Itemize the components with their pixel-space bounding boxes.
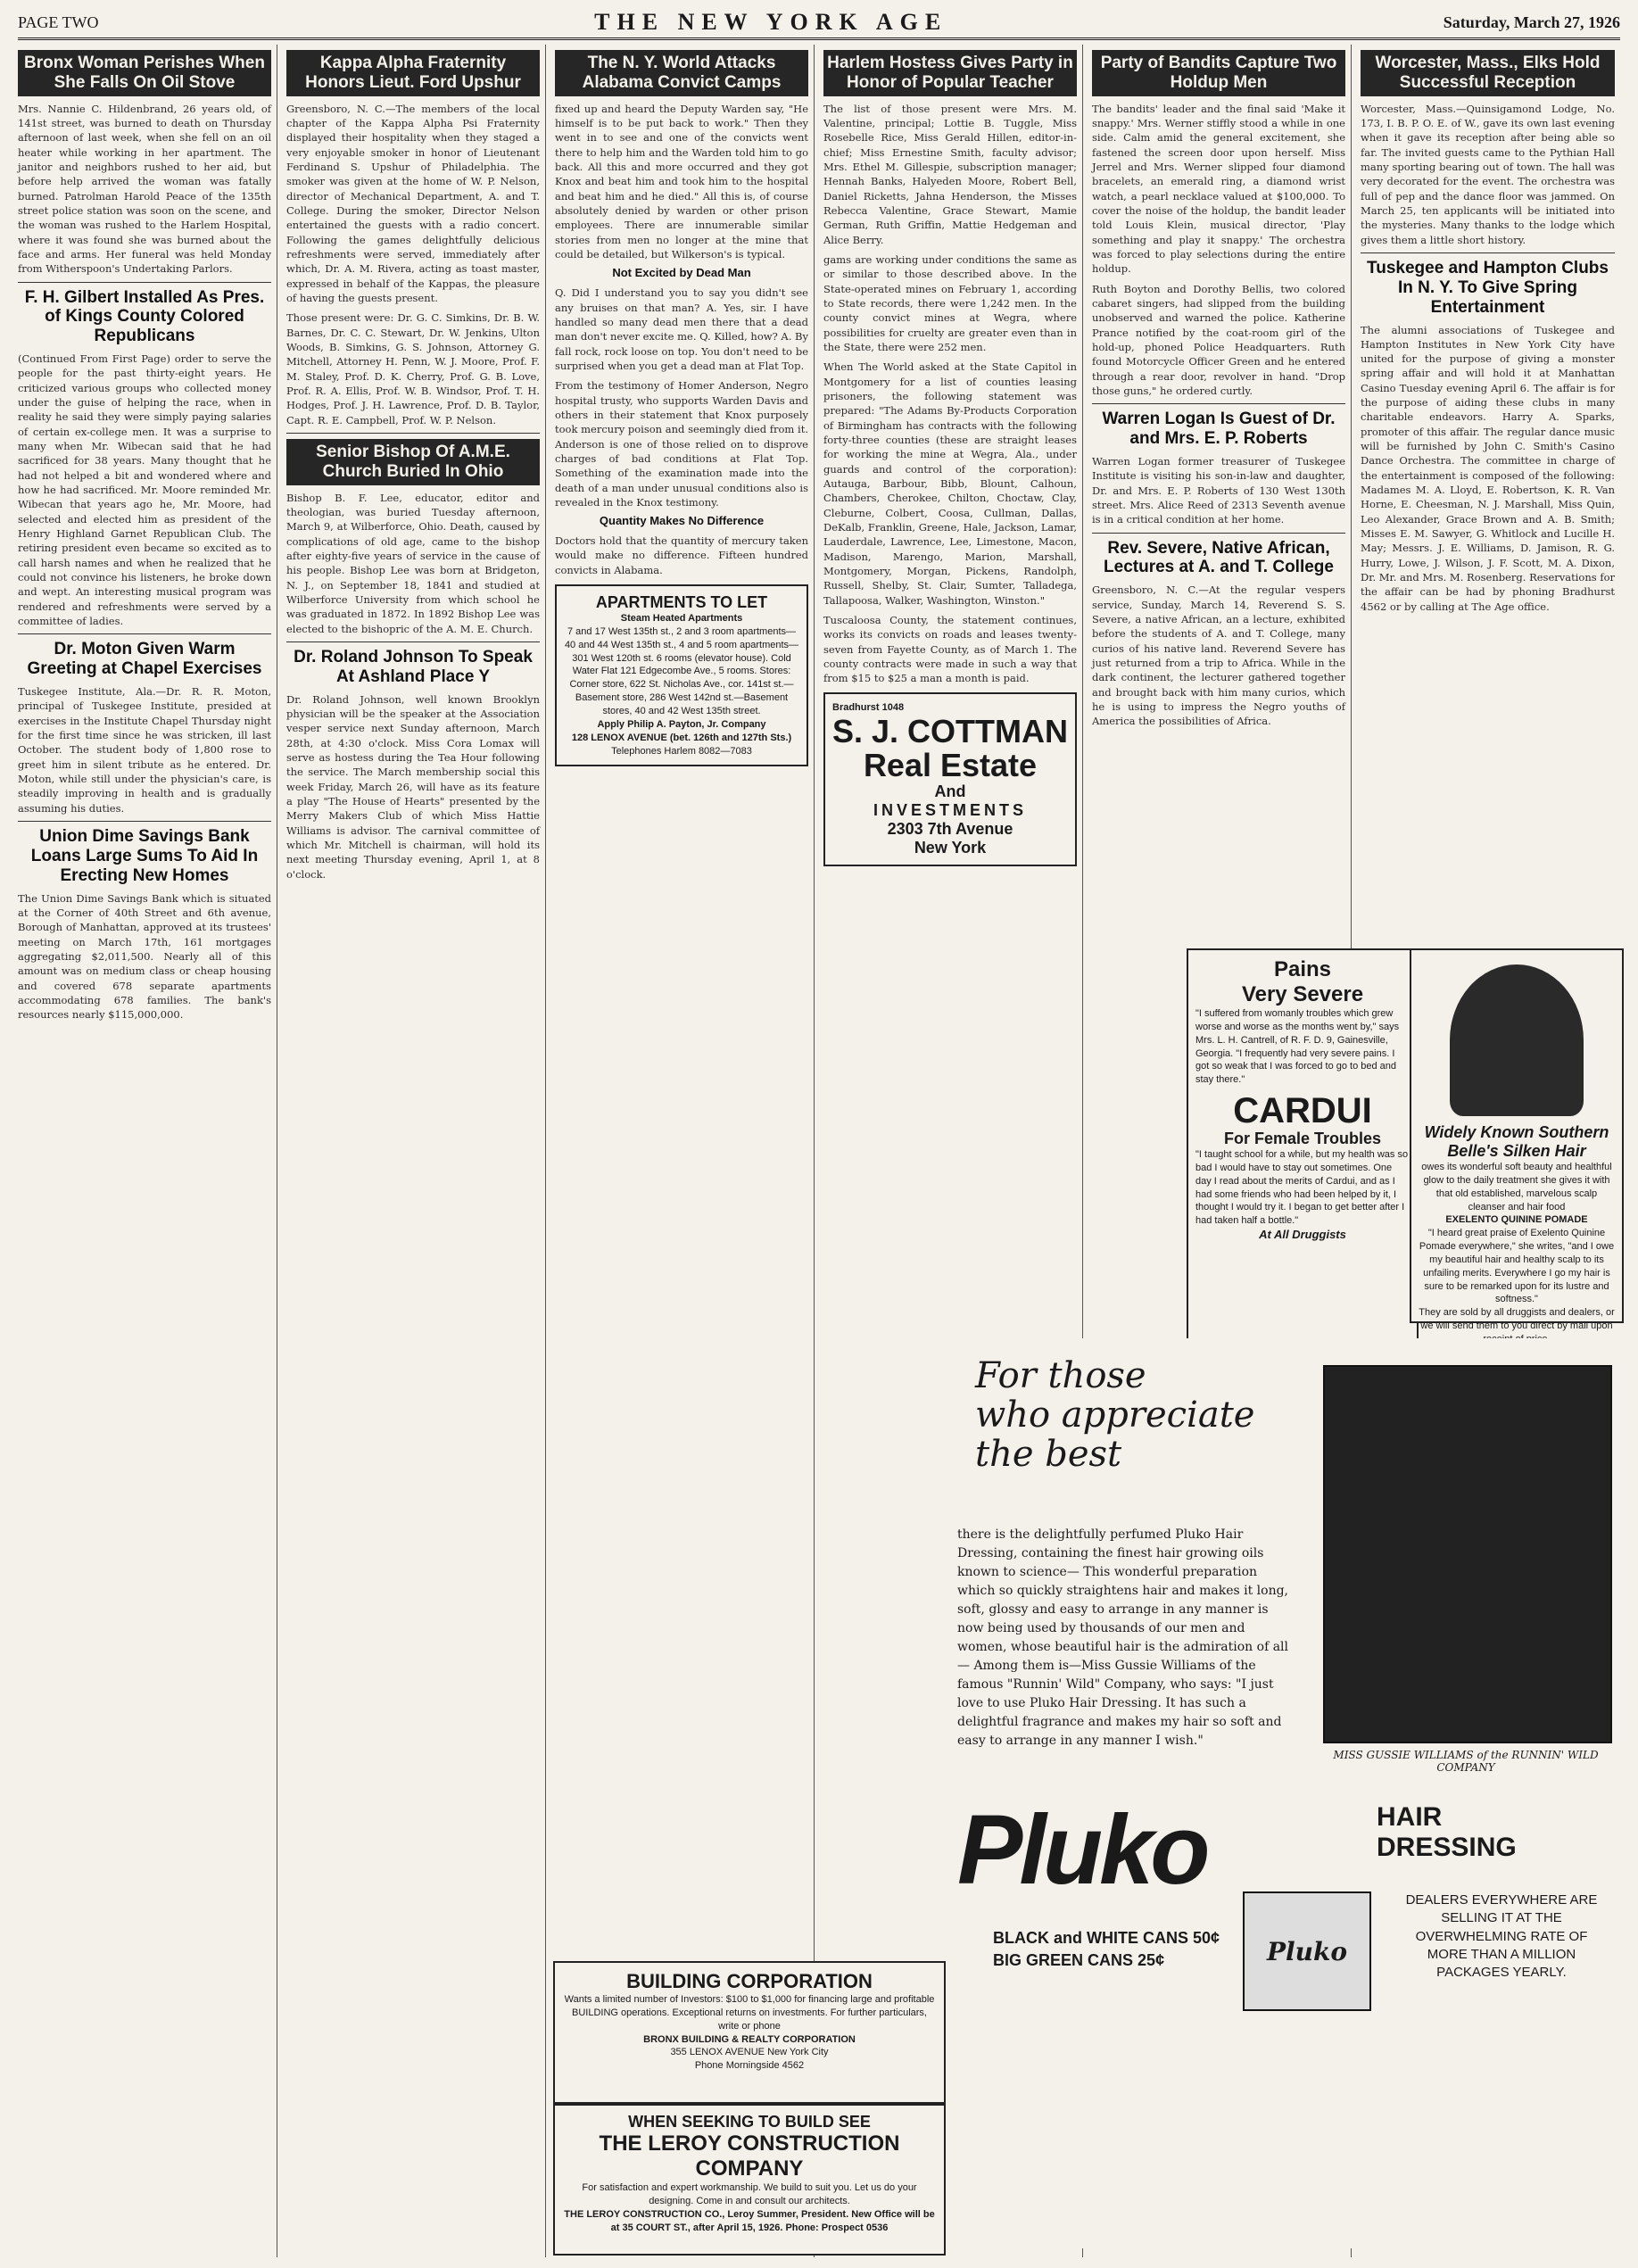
article-subhead: Not Excited by Dead Man: [612, 266, 751, 280]
article-body: The alumni associations of Tuskegee and Hampton Institutes in New York City have united for the purpose of giving a monster spring affair and will hold it at Manhattan Casino Tuesday evening April 6. The affair is for the purpose of aiding these clubs in many charitable endeavors. Harry A. Sparks, promoter of this affair. The regular dance music will be furnished by John C. Smith's Casino Dance Orchestra. The committee in charge of the entertainment is composed of the following: Madames M. A. Lloyd, E. Robertson, K. R. Van Horne, E. Cheesman, N. J. Marshall, Miss Quin, Leo Alexander, Grace Brown and A. B. Smith; Misses E. M. Sawyer, G. Whitlock and Lucille H. May; Messrs. J. E. Williams, D. Jamison, R. G. Hurry, Lowe, J. Wilson, J. F. Scott, M. A. Dixon, Dr. Mr. and Mrs. M. Rosenberg. Reservations for the affair can be had by phoning Bradhurst 4562 or by calling at The Age office.: [1361, 323, 1615, 613]
cottman-ad: [823, 692, 1077, 865]
article-headline: Rev. Severe, Native African, Lectures at A. and T. College: [1104, 538, 1334, 577]
ad-brand: EXELENTO QUININE POMADE: [1445, 1214, 1588, 1226]
article-body: Worcester, Mass.—Quinsigamond Lodge, No. 173, I. B. P. O. E. of W., gave its own last evening when it gave its reception after being able so far. The invited guests came to the Pythian Hall many sporting bearing out of town. The hall was very decorated for the event. The orchestra was full of pep and the dance floor was jammed. On March 25, ten applicants will be initiated into the mysteries. Many thanks to the lodge which gives them a little short history.: [1361, 102, 1615, 246]
ad-tagline: [975, 1356, 1254, 1474]
dressing-word: DRESSING: [1377, 1833, 1517, 1862]
ad-text: owes its wonderful soft beauty and healthful glow to the daily treatment she gives it with that old established, marvelous scalp cleanser and hair food: [1421, 1162, 1612, 1213]
building-corp-ad: [553, 1961, 946, 2104]
ad-phone: Telephones Harlem 8082—7083: [611, 745, 752, 757]
article-headline: Kappa Alpha Fraternity Honors Lieut. Ford Upshur: [286, 50, 540, 96]
masthead: [18, 7, 1620, 40]
article-body: The bandits' leader and the final said 'Make it snappy.' Mrs. Werner stiffly stood a while in one side. Calm amid the general excitement, she fastened the screen door upon herself. Miss Jerrel and Mrs. Werner slipped four diamond bracelets, an emerald ring, a diamond wrist watch, a pearl necklace valued at $100,000. To cover the noise of the holdup, the bandit leader told Louis Klein, musical director, 'Play something and play it snappy.' The orchestra was forced to play selections during the entire holdup.: [1092, 102, 1345, 276]
article-headline: Warren Logan Is Guest of Dr. and Mrs. E. P. Roberts: [1102, 410, 1336, 449]
ad-address: 128 LENOX AVENUE (bet. 126th and 127th Sts.): [571, 732, 792, 743]
divider: [286, 641, 540, 642]
apartments-ad: [555, 584, 808, 766]
ad-footer: THE LEROY CONSTRUCTION CO., Leroy Summer, President. New Office will be at 35 COURT ST., after April 15, 1926. Phone: Prospect 0536: [564, 2208, 935, 2233]
article-subhead: Quantity Makes No Difference: [599, 514, 765, 528]
price-value: 50¢: [1193, 1929, 1220, 1947]
ad-investments: INVESTMENTS: [873, 800, 1027, 819]
article-body: gams are working under conditions the same as or similar to those described above. In the State-operated mines on February 1, according to State records, there were 1,242 men. In the county convict mines at Wegra, where possibilities for cruelty are greater even than in the State, there were 252 men.: [823, 252, 1077, 353]
ad-copy: there is the delightfully perfumed Pluko Hair Dressing, containing the finest hair growing oils known to science— This wonderful preparation which so quickly straightens hair and makes it long, soft, glossy and easy to arrange in any manner is now being used by thousands of our men and women, whose beautiful hair is the admiration of all— Among them is—Miss Gussie Williams of the famous "Runnin' Wild" Company, who says: "I just love to use Pluko Hair Dressing. It has such a delightful fragrance and makes my hair so soft and easy to arrange in any manner I wish.": [957, 1527, 1289, 1748]
ad-phone: Phone Morningside 4562: [694, 2060, 805, 2072]
article-headline: Senior Bishop Of A.M.E. Church Buried In Ohio: [286, 439, 540, 485]
ad-brand: CARDUI: [1233, 1091, 1372, 1131]
hair-word: HAIR: [1377, 1802, 1443, 1832]
article-body: Bishop B. F. Lee, educator, editor and theologian, was buried Tuesday afternoon, March 9, at Wilberforce, Ohio. Death, caused by complications of old age, came to the bishop after eighty-five years of service in the cause of his people. Bishop Lee was born at Bridgeton, N. J., on September 18, 1841 and studied at Wilberforce University from which school he was graduated in 1872. In 1892 Bishop Lee was elected to the bishopric of the A. M. E. Church.: [286, 491, 540, 635]
article-body: Those present were: Dr. G. C. Simkins, Dr. B. W. Barnes, Dr. C. C. Stewart, Dr. W. Jenkins, Ulton Woods, B. Simkins, G. S. Johnson, Attorney G. Mitchell, Attorney H. Penn, W. J. Moore, Prof. F. M. Staley, Prof. D. K. Cherry, Prof. G. B. Love, Prof. R. A. Ellis, Prof. W. B. Windsor, Prof. T. H. Hodges, Prof. J. H. Lawrence, Prof. D. B. Taylor, Capt. R. E. Campbell, Prof. W. P. Nelson.: [286, 311, 540, 426]
ad-name: S. J. COTTMAN: [832, 713, 1069, 750]
divider: [1092, 403, 1345, 404]
ad-headline: Widely Known Southern Belle's Silken Hair: [1424, 1123, 1609, 1160]
ad-apply: Apply Philip A. Payton, Jr. Company: [597, 718, 766, 730]
pluko-ad: [957, 1338, 1617, 2248]
article-headline: Tuskegee and Hampton Clubs In N. Y. To Give Spring Entertainment: [1367, 258, 1609, 317]
tagline-line: For those: [975, 1355, 1146, 1396]
price-label: BIG GREEN CANS: [993, 1951, 1134, 1970]
ad-subtitle: For Female Troubles: [1223, 1130, 1382, 1148]
ad-phone: Bradhurst 1048: [832, 702, 905, 714]
leroy-ad: [553, 2104, 946, 2256]
ad-city: New York: [914, 838, 987, 857]
article-body: Doctors hold that the quantity of mercury taken would make no difference. Fifteen hundred convicts in Alabama.: [555, 534, 808, 576]
article-body: Ruth Boyton and Dorothy Bellis, two colored cabaret singers, had slipped from the building unobserved and warned the police. Katherine Prance notified by the coat-room girl of the hold-up, phoned Police Headquarters. Ruth found Motorcycle Officer Green and he entered through a rear door, revolver in hand. "Drop those guns," he ordered curtly.: [1092, 282, 1345, 397]
ad-title: BUILDING CORPORATION: [626, 1970, 873, 1992]
article-body: Q. Did I understand you to say you didn't see any bruises on that man? A. Yes, sir. I have handled so many dead men there that a dead man don't never excite me. Q. Killed, how? A. By fall rock, rock loose on top. You don't need to be surprised when you get a dead man at Flat Top.: [555, 286, 808, 372]
article-headline: F. H. Gilbert Installed As Pres. of Kings County Colored Republicans: [24, 287, 265, 346]
ad-prices: [993, 1927, 1220, 1972]
ad-text: Wants a limited number of Investors: $100 to $1,000 for financing large and profitable BUILDING operations. Exceptional returns on investments. For further particulars, write or phone: [564, 1994, 935, 2032]
ad-title: APARTMENTS TO LET: [595, 593, 768, 612]
pluko-logo: Pluko: [957, 1795, 1207, 1905]
article-headline: Harlem Hostess Gives Party in Honor of Popular Teacher: [823, 50, 1077, 96]
article-body: (Continued From First Page) order to serve the people for the past thirty-eight years. He criticized various groups who collected money under the guise of helping the race, when in reality he said they were simply paying salaries of certain ex-college men. It was a surprise to many when Mr. Wibecan said that he had sacrificed for 38 years. Many thought that he had not helped a bit and wondered where and how he had sacrificed. Mr. Moore reminded Mr. Wibecan that years ago he, Mr. Moore, had selected and elected him as president of the Henry Highland Garnet Republican Club. The retiring president even became so excited as to call harsh names and when he realized that he could not convince his listeners, he broke down and wept. An interesting musical program was rendered and refreshments were served by a committee of ladies.: [18, 352, 271, 628]
ad-address: 355 LENOX AVENUE New York City: [670, 2047, 829, 2058]
article-headline: Union Dime Savings Bank Loans Large Sums To Aid In Erecting New Homes: [30, 827, 259, 885]
ad-subtitle: Steam Heated Apartments: [620, 613, 743, 625]
ad-text: For satisfaction and expert workmanship. We build to suit you. Let us do your designing. Come in and consult our architects.: [582, 2182, 917, 2206]
column-3: [555, 45, 815, 2257]
article-body: The list of those present were Mrs. M. Valentine, principal; Lottie B. Tuggle, Miss Rosebelle Rice, Miss Gerald Hillen, editor-in-chief; Miss Ernestine Smith, faculty advisor; Mrs. Ethel M. Gillespie, subscription manager; Hennah Banks, Halyeden Moore, Robert Bell, Daniel Ricketts, Jahna Henderson, the Misses Rebecca Valentine, Grace Stewart, Mamie German, Ruth Griffin, Mattie Hedgeman and Alice Berry.: [823, 102, 1077, 246]
article-body: When The World asked at the State Capitol in Montgomery for a list of counties leasing prisoners, the following statement was prepared: "The Adams By-Products Corporation of Birmingham has contracts with the following forty-three counties (these are straight leases for working the mine at Wegra, Ala., under guards and control of the corporation): Autauga, Barbour, Bibb, Blount, Calhoun, Chambers, Cherokee, Chilton, Choctaw, Clay, Cleburne, Colbert, Coosa, Cullman, Dallas, DeKalb, Franklin, Greene, Hale, Jackson, Lamar, Lauderdale, Lawrence, Lee, Limestone, Macon, Madison, Marengo, Marion, Marshall, Montgomery, Morgan, Pickens, Randolph, Russell, Shelby, St. Clair, Sumter, Talladega, Tallapoosa, Walker, Washington, Winston.": [823, 360, 1077, 607]
ad-name: BRONX BUILDING & REALTY CORPORATION: [643, 2033, 856, 2045]
ad-footer: At All Druggists: [1259, 1228, 1346, 1242]
article-body: Greensboro, N. C.—The members of the local chapter of the Kappa Alpha Psi Fraternity displayed their hospitality when they staged a very enjoyable smoker in honor of Lieutenant Ferdinand S. Upshur of Philadelphia. The smoker was given at the home of W. P. Nelson, director of Mechanical Department, A. and T. College. During the smoker, Director Nelson entertained the guests with a radio concert. Following the games delightfully delicious refreshments were served, immediately after which, Dr. A. M. Rivera, acting as toast master, expressed in behalf of the Kappas, the pleasure of having the guests present.: [286, 102, 540, 304]
divider: [1092, 533, 1345, 534]
model-photo: [1323, 1365, 1612, 1743]
ad-headline: Pains: [1273, 957, 1332, 981]
photo-caption: MISS GUSSIE WILLIAMS of the RUNNIN' WILD COMPANY: [1333, 1749, 1599, 1774]
article-headline: Bronx Woman Perishes When She Falls On Oil Stove: [18, 50, 271, 96]
issue-date: Saturday, March 27, 1926: [1443, 12, 1620, 31]
ad-text: 7 and 17 West 135th st., 2 and 3 room apartments—40 and 44 West 135th st., 4 and 5 room apartments—301 West 120th st. 6 rooms (elevator house). Cold Water Flat 121 Edgecombe Ave., 5 rooms. Stores: Corner store, 622 St. Nicholas Ave., cor. 141st st.—Basement store, 286 West 142nd st.—Basement stores, 40 and 42 West 135th street.: [564, 625, 799, 716]
article-body: Dr. Roland Johnson, well known Brooklyn physician will be the speaker at the Association vesper service next Sunday afternoon, March 28th, at 4:30 o'clock. Miss Cora Lomax will serve as hostess during the Tea Hour following the service. The March membership social this week Friday, March 26, will have as its feature a play "The House of Hearts" presented by the Merry Makers Club of which Miss Hattie Williams is advisor. The carnival committee of which Mr. Mitchell is chairman, will hold its next meeting Thursday evening, April 1, at 8 o'clock.: [286, 692, 540, 881]
divider: [18, 282, 271, 283]
article-headline: Dr. Moton Given Warm Greeting at Chapel Exercises: [27, 640, 262, 679]
tagline-line: who appreciate: [975, 1395, 1255, 1436]
page-number: PAGE TWO: [18, 12, 99, 31]
article-body: The Union Dime Savings Bank which is situated at the Corner of 40th Street and 6th avenue, Borough of Manhattan, approved at its trustees' meeting on March 17th, 161 mortgages aggregating $2,011,500. Nearly all of this amount was on medium class or cheap housing and covered 678 separate apartments accommodating 678 families. The bank's resources nearly $115,000,000.: [18, 891, 271, 1022]
ad-and: And: [934, 782, 966, 800]
article-headline: Worcester, Mass., Elks Hold Successful Reception: [1361, 50, 1615, 96]
ad-note: They are sold by all druggists and dealers, or we will send them to you direct by mail upon: [1419, 1307, 1615, 1332]
ad-hair: [1377, 1802, 1517, 1863]
article-headline: Party of Bandits Capture Two Holdup Men: [1092, 50, 1345, 96]
article-headline: The N. Y. World Attacks Alabama Convict Camps: [555, 50, 808, 96]
newspaper-title: THE NEW YORK AGE: [594, 9, 948, 35]
ad-quote: "I suffered from womanly troubles which grew worse and worse as the months went by," says Mrs. L. H. Cantrell, of R. F. D. 9, Gainesville, Georgia. "I frequently had very severe pains. I got so weak that I was forced to go to bed and stay there.": [1195, 1008, 1400, 1086]
portrait-image: [1450, 964, 1584, 1116]
price-value: 25¢: [1138, 1951, 1165, 1970]
ad-address: 2303 7th Avenue: [887, 819, 1013, 838]
ad-title: WHEN SEEKING TO BUILD SEE: [628, 2113, 871, 2131]
tagline-line: the best: [975, 1434, 1122, 1475]
article-body: Tuscaloosa County, the statement continues, works its convicts on roads and leases twenty-seven from Fayette County, as of March 1. The county contracts were made in such a way that from $15 to $25 a man a month is paid.: [823, 613, 1077, 685]
divider: [18, 633, 271, 634]
ad-line: Real Estate: [863, 747, 1038, 784]
column-1: [18, 45, 277, 2257]
article-body: fixed up and heard the Deputy Warden say, "He himself is to be put back to work." Then they went in to see and one of the convicts went there to help him and the Warden told him to go back. All this and more occurred and they got Knox and beat him and took him to the hospital and beat him and he died." All this is, of course absolutely denied by warden or other prison employees. There are innumerable similar stories from men no longer at the mine that could be detailed, but Wilkerson's is typical.: [555, 102, 808, 261]
article-body: Tuskegee Institute, Ala.—Dr. R. R. Moton, principal of Tuskegee Institute, presided at exercises in the Institute Chapel Thursday night for the first time since he was stricken, ill last October. The student body of 1,800 rose to greet him in silent tribute as he entered. Dr. Moton, while still under the physician's care, is steadily improving in health and is gradually assuming his duties.: [18, 685, 271, 815]
exelento-ad: [1410, 948, 1624, 1332]
article-headline: Dr. Roland Johnson To Speak At Ashland Place Y: [294, 647, 533, 686]
ad-name: THE LEROY CONSTRUCTION COMPANY: [599, 2131, 900, 2181]
product-tin: Pluko: [1243, 1891, 1371, 2011]
divider: [286, 433, 540, 434]
article-body: Greensboro, N. C.—At the regular vespers service, Sunday, March 14, Reverend S. S. Severe, a native African, an a lecture, exhibited before the students of A. and T. College, many curios of his native land. Reverend Severe has just returned from a trip to Africa. While in the dark continent, the lecturer gathered together and brought back with him many curios, which he is using to impress the Negro youths of America the possibilities of Africa.: [1092, 584, 1345, 728]
ad-text: "I taught school for a while, but my health was so bad I would have to stay out sometimes. One day I read about the merits of Cardui, and as I had some friends who had been helped by it, I thought I would try it. I began to get better after I had taken half a bottle.": [1195, 1149, 1409, 1227]
article-body: From the testimony of Homer Anderson, Negro hospital trusty, who supports Warden Davis and others in their statement that Knox purposely took mercury poison and seemingly died from it. Anderson is one of those relied on to disprove charges of bad conditions at Flat Top. Something of the examination made into the death of a man under unusual conditions also is revealed in the Knox testimony.: [555, 379, 808, 509]
divider: [18, 821, 271, 822]
article-body: Warren Logan former treasurer of Tuskegee Institute is visiting his son-in-law and daughter, Dr. and Mrs. E. P. Roberts of 130 West 130th street. Mrs. Alice Reed of 2313 Seventh avenue is in a critical condition at her home.: [1092, 454, 1345, 526]
column-2: [286, 45, 546, 2257]
article-body: Mrs. Nannie C. Hildenbrand, 26 years old, of 141st street, was burned to death on Thursday afternoon of last week, when she fell on an oil heater while working in her apartment. The janitor and neighbors rushed to her aid, but before help arrived the woman was fatally burned. Patrolman Harold Peace of the 135th street police station was soon on the scene, and the woman was rushed to the Harlem Hospital, where it was found she was burned about the face and arms. Her funeral was held Monday from Witherspoon's Undertaking Parlors.: [18, 102, 271, 276]
divider: [1361, 252, 1615, 253]
ad-quote: "I heard great praise of Exelento Quinine Pomade everywhere," she writes, "and I owe my beautiful hair and healthy scalp to its unfailing merits. Everywhere I go my hair is sure to be remarked upon for its lustre and softness.": [1419, 1228, 1615, 1305]
price-label: BLACK and WHITE CANS: [993, 1929, 1188, 1947]
ad-headline: Very Severe: [1241, 982, 1364, 1006]
ad-dealers: DEALERS EVERYWHERE ARE SELLING IT AT THE OVERWHELMING RATE OF MORE THAN A MILLION PACKAGES YEARLY.: [1405, 1892, 1598, 1980]
